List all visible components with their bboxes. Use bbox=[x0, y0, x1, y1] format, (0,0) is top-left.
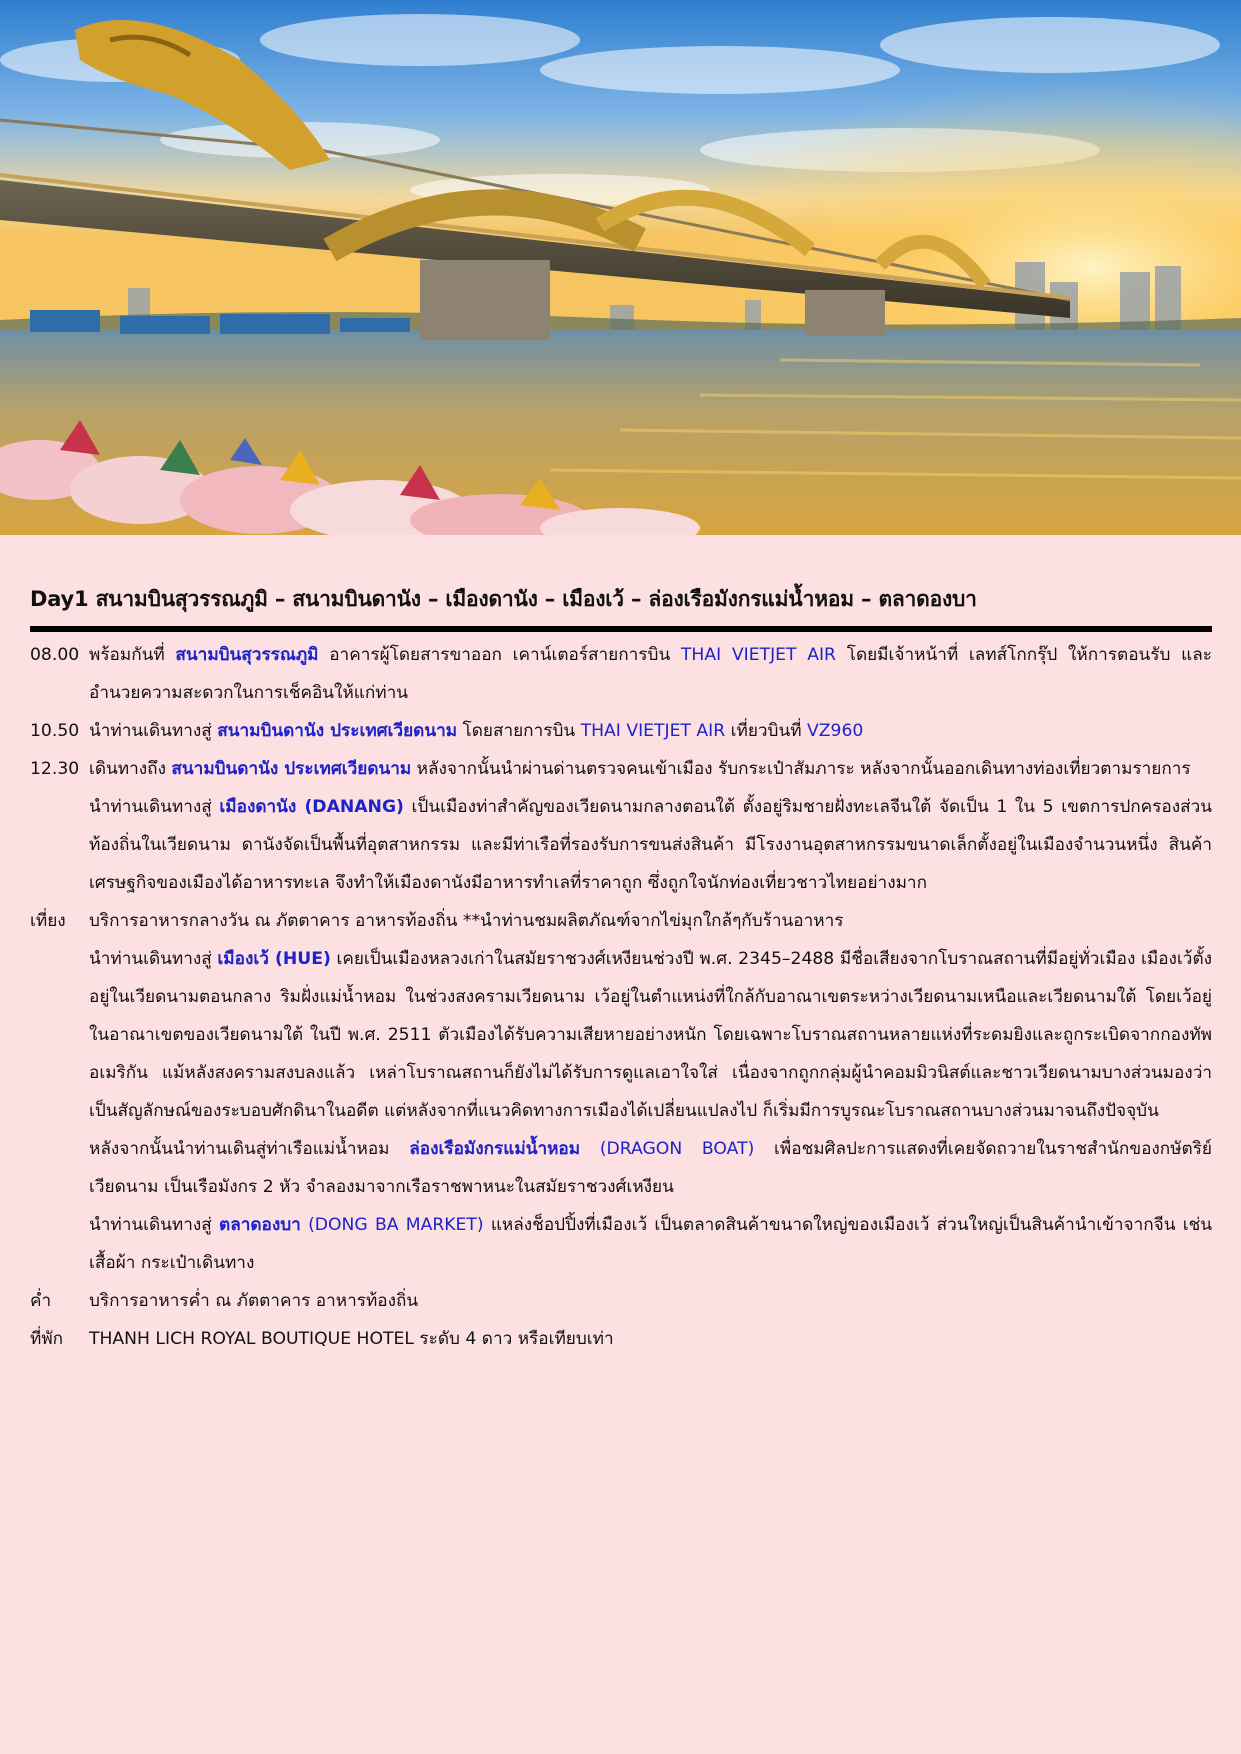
row-time bbox=[30, 1206, 89, 1282]
itinerary-row bbox=[30, 1282, 1212, 1320]
row-text bbox=[89, 788, 1212, 902]
row-time bbox=[30, 788, 89, 902]
itinerary-row bbox=[30, 902, 1212, 940]
row-time: 10.50 bbox=[30, 721, 80, 741]
row-time bbox=[30, 940, 89, 1130]
row-time: 12.30 bbox=[30, 759, 80, 779]
text-highlight: สนามบินดานัง ประเทศเวียดนาม bbox=[171, 759, 412, 779]
text-plain: เที่ยวบินที่ bbox=[725, 721, 808, 741]
text-plain: พร้อมกันที่ bbox=[89, 645, 176, 665]
row-text bbox=[89, 902, 1212, 940]
text-plain: บริการอาหารกลางวัน ณ ภัตตาคาร อาหารท้องถิ่น **นำท่านชมผลิตภัณฑ์จากไข่มุกใกล้ๆกับร้านอาหาร bbox=[89, 911, 844, 931]
row-text bbox=[89, 1206, 1212, 1282]
text-highlight: (DONG BA MARKET) bbox=[300, 1215, 484, 1235]
text-plain: โดยมีเจ้าหน้าที่ เลทส์โกกรุ๊ป ให้การตอนรับ และ อำนวยความสะดวกในการเช็คอินให้แก่ท่าน bbox=[89, 645, 1212, 703]
text-plain: โดยสายการบิน bbox=[457, 721, 581, 741]
text-highlight: THAI VIETJET AIR bbox=[580, 721, 726, 741]
text-highlight: ล่องเรือมังกรแม่น้ำหอม bbox=[409, 1139, 581, 1159]
dragon-bridge-image bbox=[0, 0, 1241, 535]
row-time: ที่พัก bbox=[30, 1329, 64, 1349]
row-time bbox=[30, 1130, 89, 1206]
row-time: เที่ยง bbox=[30, 911, 66, 931]
text-plain: THANH LICH ROYAL BOUTIQUE HOTEL ระดับ 4 ดาว หรือเทียบเท่า bbox=[89, 1329, 614, 1349]
text-highlight: เมืองดานัง (DANANG) bbox=[219, 797, 404, 817]
text-plain: บริการอาหารค่ำ ณ ภัตตาคาร อาหารท้องถิ่น bbox=[89, 1291, 419, 1311]
text-plain: เดินทางถึง bbox=[89, 759, 172, 779]
text-plain: เพื่อชมศิลปะการแสดงที่เคยจัดถวายในราชสำนักของกษัตริย์เวียดนาม เป็นเรือมังกร 2 หัว จำลองมาจากเรือราชพาหนะในสมัยราชวงศ์เหงียน bbox=[89, 1139, 1212, 1197]
itinerary-row bbox=[30, 712, 1212, 750]
text-highlight: VZ960 bbox=[807, 721, 864, 741]
itinerary-row bbox=[30, 1320, 1212, 1358]
itinerary-row bbox=[30, 1130, 1212, 1206]
title-divider bbox=[30, 626, 1212, 632]
row-text bbox=[89, 1320, 1212, 1358]
row-text bbox=[89, 1130, 1212, 1206]
itinerary-row bbox=[30, 788, 1212, 902]
text-plain: หลังจากนั้นนำท่านเดินสู่ท่าเรือแม่น้ำหอม bbox=[89, 1139, 410, 1159]
row-text bbox=[89, 940, 1212, 1130]
itinerary-section bbox=[30, 574, 1212, 1358]
itinerary-row bbox=[30, 940, 1212, 1130]
text-highlight: เมืองเว้ (HUE) bbox=[217, 949, 331, 969]
row-time: 08.00 bbox=[30, 645, 80, 665]
text-plain: นำท่านเดินทางสู่ bbox=[89, 797, 220, 817]
text-plain: เคยเป็นเมืองหลวงเก่าในสมัยราชวงศ์เหงียนช่วงปี พ.ศ. 2345–2488 มีชื่อเสียงจากโบราณสถานที่มีอยู่ทั่วเมือง เมืองเว้ตั้งอยู่ในเวียดนามตอนกลาง ริมฝั่งแม่น้ำหอม ในช่วงสงครามเวียดนาม เว้อยู่ในตำแหน่งที่ใกล้กับอาณาเขตระหว่างเวียดนามเหนือและเวียดนามใต้ โดยเว้อยู่ในอาณาเขตของเวียดนามใต้ ในปี พ.ศ. 2511 ตัวเมืองได้รับความเสียหายอย่างหนัก โดยเฉพาะโบราณสถานหลายแห่งที่ระดมยิงและถูกระเบิดจากกองทัพอเมริกัน แม้หลังสงครามสงบลงแล้ว เหล่าโบราณสถานก็ยังไม่ได้รับการดูแลเอาใจใส่ เนื่องจากถูกกลุ่มผู้นำคอมมิวนิสต์และชาวเวียดนามบางส่วนมองว่าเป็นสัญลักษณ์ของระบอบศักดินาในอดีต แต่หลังจากที่แนวคิดทางการเมืองได้เปลี่ยนแปลงไป ก็เริ่มมีการบูรณะโบราณสถานบางส่วนมาจนถึงปัจจุบัน bbox=[89, 949, 1212, 1121]
text-highlight: สนามบินสุวรรณภูมิ bbox=[175, 645, 319, 665]
row-text bbox=[89, 636, 1212, 712]
text-plain: นำท่านเดินทางสู่ bbox=[89, 1215, 220, 1235]
text-highlight: สนามบินดานัง ประเทศเวียดนาม bbox=[217, 721, 458, 741]
row-text bbox=[89, 712, 1212, 750]
row-text bbox=[89, 750, 1212, 788]
row-text bbox=[89, 1282, 1212, 1320]
day-title: Day1 สนามบินสุวรรณภูมิ – สนามบินดานัง – เมืองดานัง – เมืองเว้ – ล่องเรือมังกรแม่น้ำหอม – ตลาดองบา bbox=[30, 587, 977, 611]
text-plain: นำท่านเดินทางสู่ bbox=[89, 721, 218, 741]
text-highlight: ตลาดองบา bbox=[219, 1215, 301, 1235]
text-plain: แหล่งช็อปปิ้งที่เมืองเว้ เป็นตลาดสินค้าขนาดใหญ่ของเมืองเว้ ส่วนใหญ่เป็นสินค้านำเข้าจากจีน เช่นเสื้อผ้า กระเป๋าเดินทาง bbox=[89, 1215, 1212, 1273]
text-highlight: THAI VIETJET AIR bbox=[680, 645, 836, 665]
text-plain: หลังจากนั้นนำผ่านด่านตรวจคนเข้าเมือง รับกระเป๋าสัมภาระ หลังจากนั้นออกเดินทางท่องเที่ยวตามรายการ bbox=[411, 759, 1191, 779]
itinerary-row bbox=[30, 636, 1212, 712]
text-plain: เป็นเมืองท่าสำคัญของเวียดนามกลางตอนใต้ ตั้งอยู่ริมชายฝั่งทะเลจีนใต้ จัดเป็น 1 ใน 5 เขตการปกครองส่วนท้องถิ่นในเวียดนาม ดานังจัดเป็นพื้นที่อุตสาหกรรม และมีท่าเรือที่รองรับการขนส่งสินค้า มีโรงงานอุตสาหกรรมขนาดเล็กตั้งอยู่ในเมืองจำนวนหนึ่ง สินค้าเศรษฐกิจของเมืองได้อาหารทะเล จึงทำให้เมืองดานังมีอาหารทำเลที่ราคาถูก ซึ่งถูกใจนักท่องเที่ยวชาวไทยอย่างมาก bbox=[89, 797, 1212, 893]
text-highlight: (DRAGON BOAT) bbox=[580, 1139, 755, 1159]
hero-photo bbox=[0, 0, 1241, 535]
text-plain: อาคารผู้โดยสารขาออก เคาน์เตอร์สายการบิน bbox=[318, 645, 681, 665]
itinerary-row bbox=[30, 750, 1212, 788]
row-time: ค่ำ bbox=[30, 1291, 52, 1311]
text-plain: นำท่านเดินทางสู่ bbox=[89, 949, 218, 969]
itinerary-row bbox=[30, 1206, 1212, 1282]
